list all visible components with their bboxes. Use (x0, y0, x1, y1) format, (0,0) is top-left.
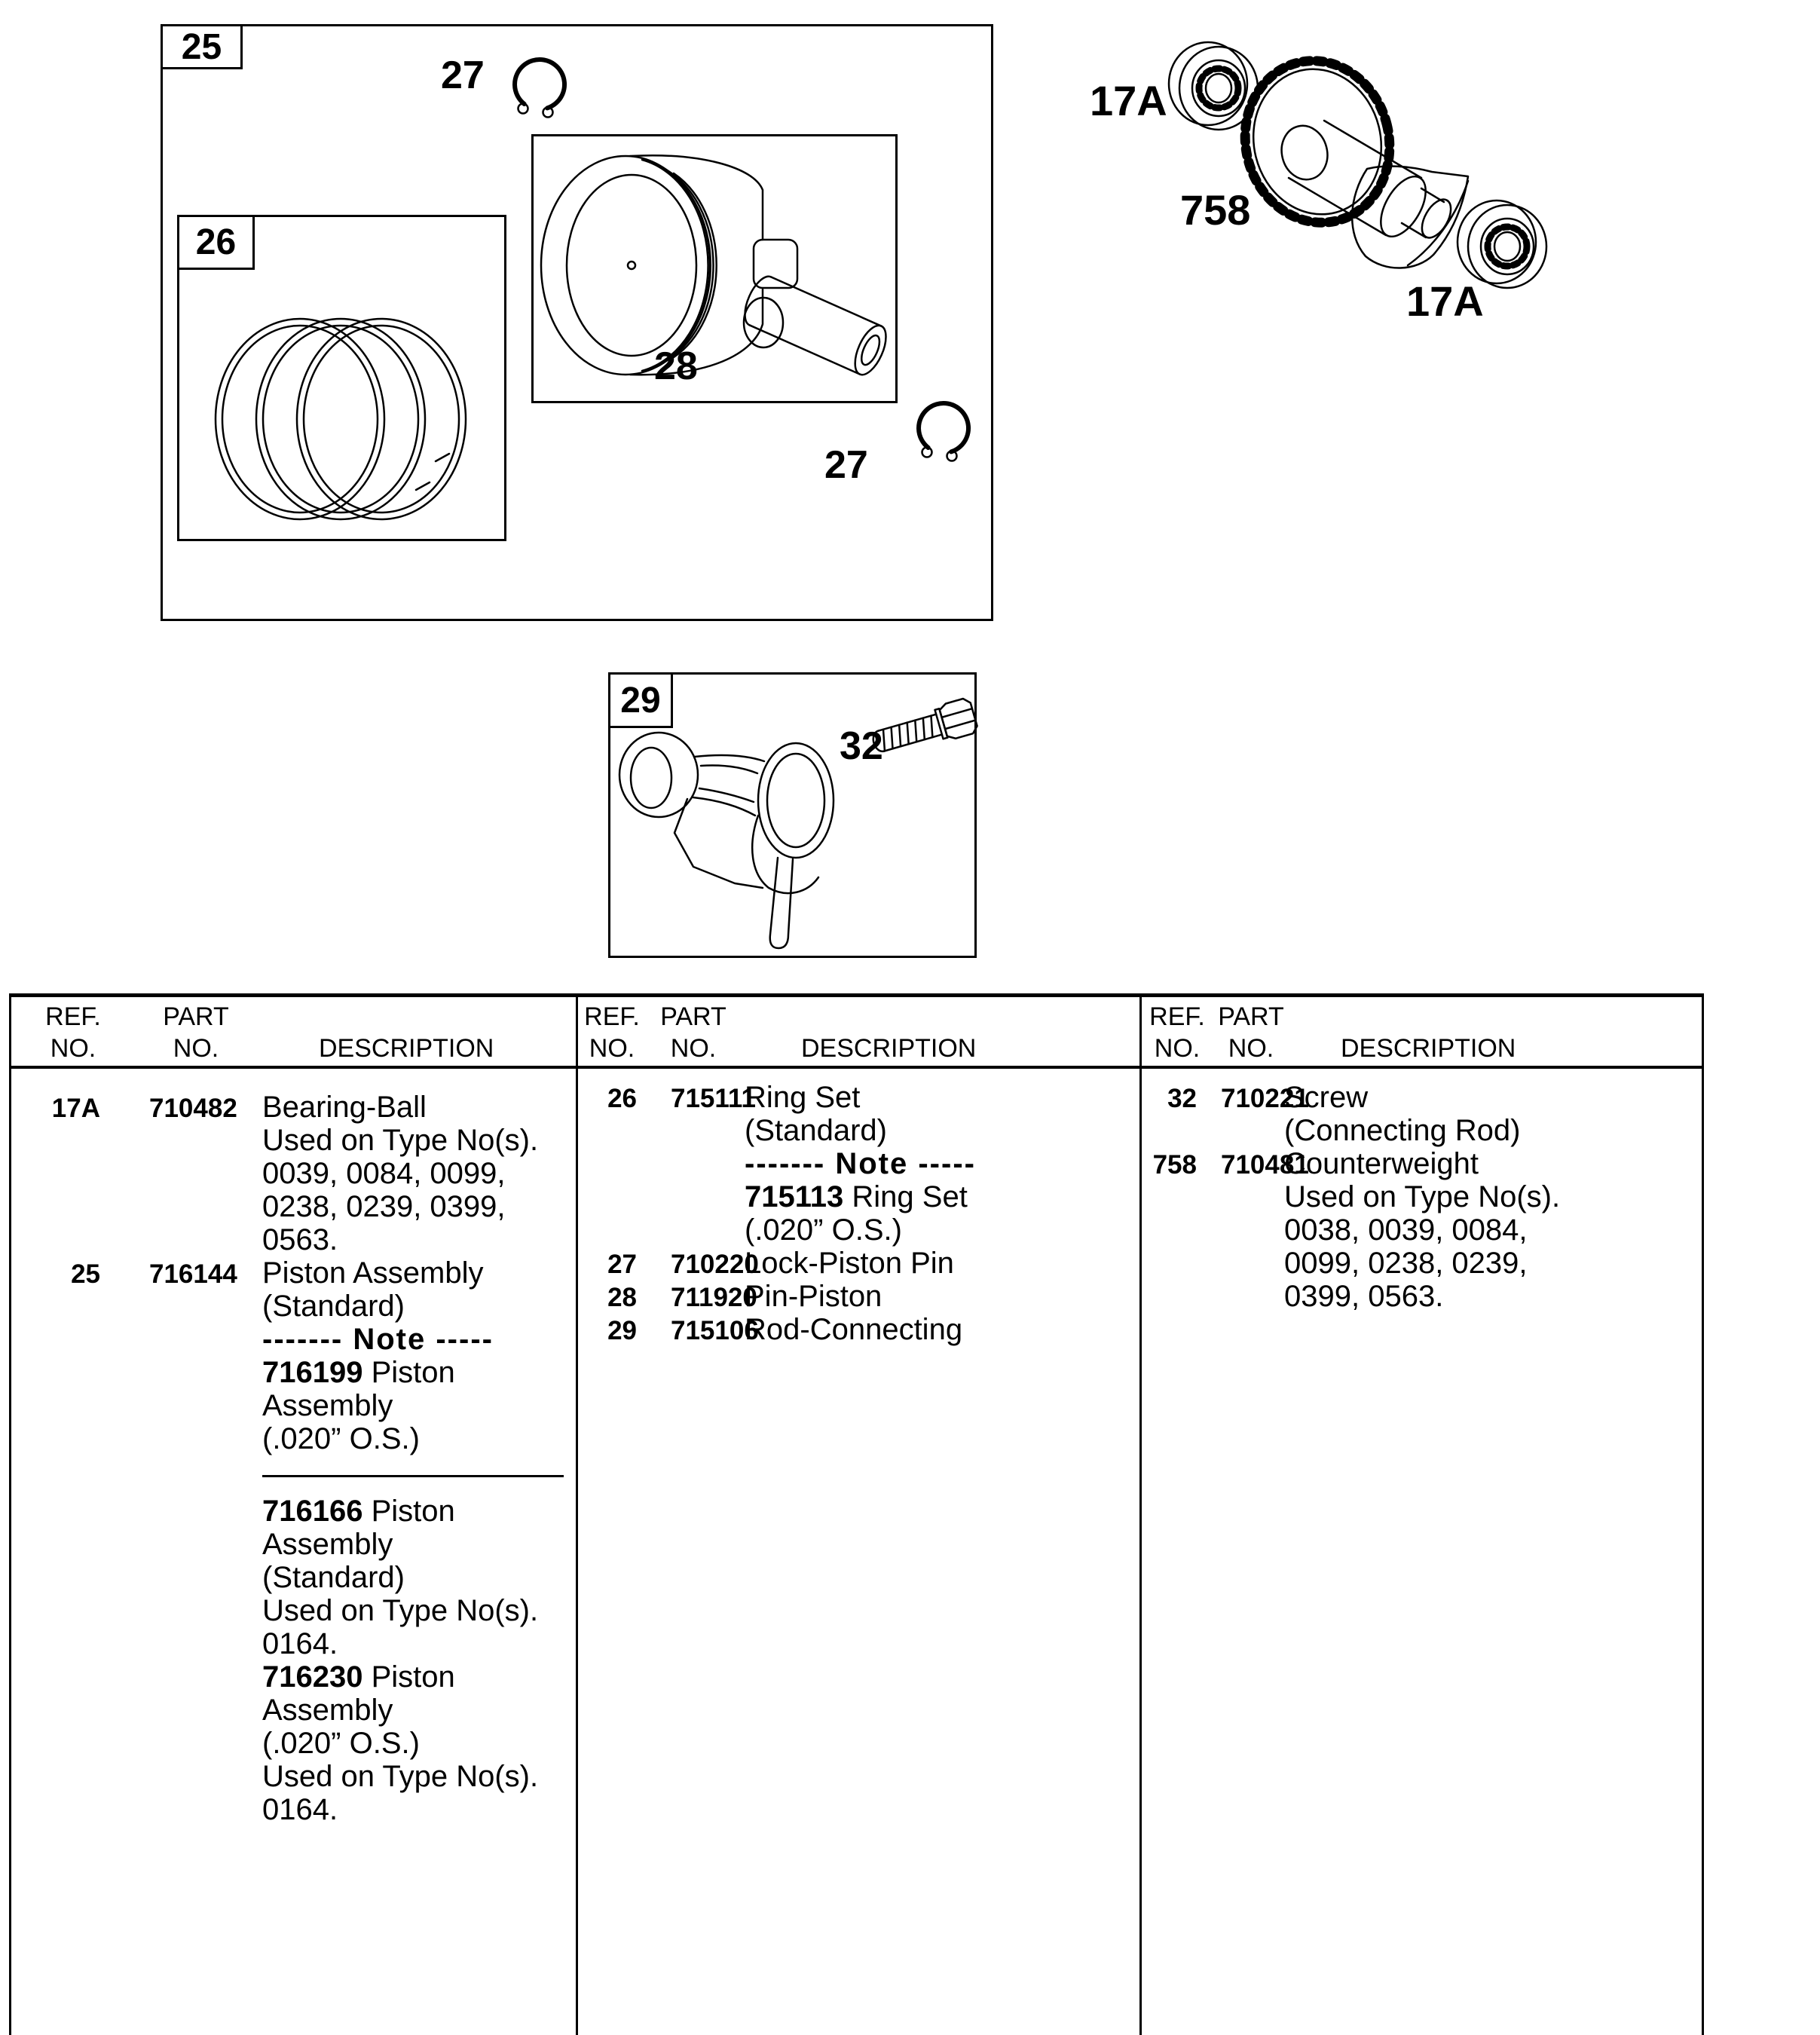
box-label-29 (608, 672, 673, 728)
table-line (1141, 1213, 1700, 1247)
part-no-cell: 711920 (671, 1283, 757, 1312)
description-cell: Lock-Piston Pin (745, 1247, 954, 1280)
part-no-cell: 716144 (149, 1259, 237, 1289)
callout-28: 28 (654, 344, 698, 388)
part-no-cell: 715106 (671, 1316, 759, 1345)
table-line (577, 1114, 1138, 1147)
description-cell: 0164. (262, 1793, 338, 1826)
bearing-bottom-drawing (1458, 200, 1546, 288)
ref-no-cell: 32 (1167, 1084, 1197, 1113)
ref-no-cell: 17A (51, 1094, 100, 1123)
table-line (11, 1561, 574, 1594)
header-no-3a: NO. (1154, 1034, 1201, 1063)
description-cell: 0038, 0039, 0084, (1284, 1213, 1528, 1247)
table-line (11, 1627, 574, 1660)
description-cell: Bearing-Ball (262, 1091, 427, 1124)
table-line (11, 1091, 574, 1124)
table-column-3 (1141, 1081, 1700, 1313)
table-top-border (9, 993, 1704, 997)
callout-17a-bottom: 17A (1406, 277, 1484, 325)
description-cell: Used on Type No(s). (262, 1760, 539, 1793)
table-line (11, 1760, 574, 1793)
ref-no-cell: 27 (607, 1250, 637, 1279)
table-line (1141, 1147, 1700, 1180)
header-no-2a: NO. (589, 1034, 635, 1063)
header-no-2b: NO. (670, 1034, 717, 1063)
ref-no-cell: 758 (1152, 1150, 1197, 1180)
description-cell: Piston Assembly (262, 1256, 484, 1290)
table-line (11, 1528, 574, 1561)
description-cell: Assembly (262, 1694, 393, 1727)
header-desc-3: DESCRIPTION (1341, 1034, 1516, 1063)
table-line (11, 1727, 574, 1760)
description-cell: 716166 Piston (262, 1495, 455, 1528)
description-cell: Used on Type No(s). (262, 1124, 539, 1157)
box-label-26-text: 26 (195, 222, 237, 262)
ref-no-cell: 28 (607, 1283, 637, 1312)
table-column-2 (577, 1081, 1138, 1346)
table-line (577, 1213, 1138, 1247)
table-line (577, 1081, 1138, 1114)
table-header-rule (9, 1066, 1704, 1069)
table-line (577, 1147, 1138, 1180)
description-cell: (Standard) (262, 1561, 405, 1594)
table-line (577, 1313, 1138, 1346)
description-cell: Rod-Connecting (745, 1313, 963, 1346)
table-line (11, 1323, 574, 1356)
header-ref-2: REF. (584, 1002, 640, 1031)
description-cell: Ring Set (745, 1081, 861, 1114)
box-label-29-text: 29 (620, 680, 661, 721)
piston-detail-box (531, 134, 898, 403)
callout-27-top: 27 (441, 54, 485, 97)
callout-32: 32 (840, 724, 883, 768)
description-cell: Assembly (262, 1528, 393, 1561)
description-cell: 0238, 0239, 0399, (262, 1190, 506, 1223)
table-line (11, 1157, 574, 1190)
ref-no-cell: 26 (607, 1084, 637, 1113)
description-cell: ------- Note ----- (262, 1323, 494, 1356)
table-line (11, 1660, 574, 1694)
box-label-26 (177, 215, 255, 270)
description-separator-rule (11, 1455, 574, 1495)
description-cell: 0099, 0238, 0239, (1284, 1247, 1528, 1280)
table-line (577, 1247, 1138, 1280)
description-cell: Screw (1284, 1081, 1369, 1114)
description-cell: (.020” O.S.) (262, 1727, 420, 1760)
header-no-1b: NO. (173, 1034, 219, 1063)
description-cell: Counterweight (1284, 1147, 1479, 1180)
table-line (1141, 1180, 1700, 1213)
description-cell: (Connecting Rod) (1284, 1114, 1521, 1147)
callout-17a-top: 17A (1090, 77, 1167, 124)
description-cell: (.020” O.S.) (745, 1213, 902, 1247)
table-line (1141, 1247, 1700, 1280)
description-cell: 716230 Piston (262, 1660, 455, 1694)
table-line (11, 1290, 574, 1323)
table-line (577, 1180, 1138, 1213)
box-label-25 (161, 24, 243, 69)
header-part-2: PART (660, 1002, 726, 1031)
header-ref-3: REF. (1149, 1002, 1205, 1031)
table-line (1141, 1280, 1700, 1313)
description-cell: 715113 Ring Set (745, 1180, 968, 1213)
header-ref-1: REF. (45, 1002, 101, 1031)
table-line (11, 1389, 574, 1422)
header-part-1: PART (163, 1002, 229, 1031)
table-line (11, 1256, 574, 1290)
description-cell: 0039, 0084, 0099, (262, 1157, 506, 1190)
table-line (1141, 1081, 1700, 1114)
table-border-right (1702, 993, 1704, 2035)
header-desc-2: DESCRIPTION (801, 1034, 977, 1063)
description-cell: Used on Type No(s). (262, 1594, 539, 1627)
box-label-25-text: 25 (181, 26, 222, 67)
table-line (11, 1190, 574, 1223)
table-line (1141, 1114, 1700, 1147)
table-line (577, 1280, 1138, 1313)
description-cell: ------- Note ----- (745, 1147, 976, 1180)
table-line (11, 1422, 574, 1455)
callout-758: 758 (1180, 186, 1251, 234)
header-part-3: PART (1218, 1002, 1284, 1031)
part-no-cell: 710220 (671, 1250, 759, 1279)
table-line (11, 1124, 574, 1157)
table-line (11, 1793, 574, 1826)
header-no-1a: NO. (50, 1034, 96, 1063)
part-no-cell: 715111 (671, 1084, 756, 1113)
ref-no-cell: 29 (607, 1316, 637, 1345)
description-cell: Pin-Piston (745, 1280, 882, 1313)
callout-27-bottom: 27 (824, 443, 868, 487)
part-no-cell: 710482 (149, 1094, 237, 1123)
description-cell: Used on Type No(s). (1284, 1180, 1561, 1213)
part-no-cell: 710221 (1221, 1084, 1309, 1113)
description-cell: Assembly (262, 1389, 393, 1422)
header-desc-1: DESCRIPTION (319, 1034, 494, 1063)
part-no-cell: 710481 (1221, 1150, 1309, 1180)
table-line (11, 1495, 574, 1528)
ref-no-cell: 25 (71, 1259, 100, 1289)
description-cell: (Standard) (262, 1290, 405, 1323)
table-line (11, 1223, 574, 1256)
table-line (11, 1594, 574, 1627)
table-line (11, 1356, 574, 1389)
header-no-3b: NO. (1228, 1034, 1274, 1063)
description-cell: (.020” O.S.) (262, 1422, 420, 1455)
table-line (11, 1694, 574, 1727)
description-cell: 0399, 0563. (1284, 1280, 1444, 1313)
table-column-1 (11, 1091, 574, 1826)
description-cell: 716199 Piston (262, 1356, 455, 1389)
description-cell: 0164. (262, 1627, 338, 1660)
description-cell: 0563. (262, 1223, 338, 1256)
description-cell: (Standard) (745, 1114, 887, 1147)
